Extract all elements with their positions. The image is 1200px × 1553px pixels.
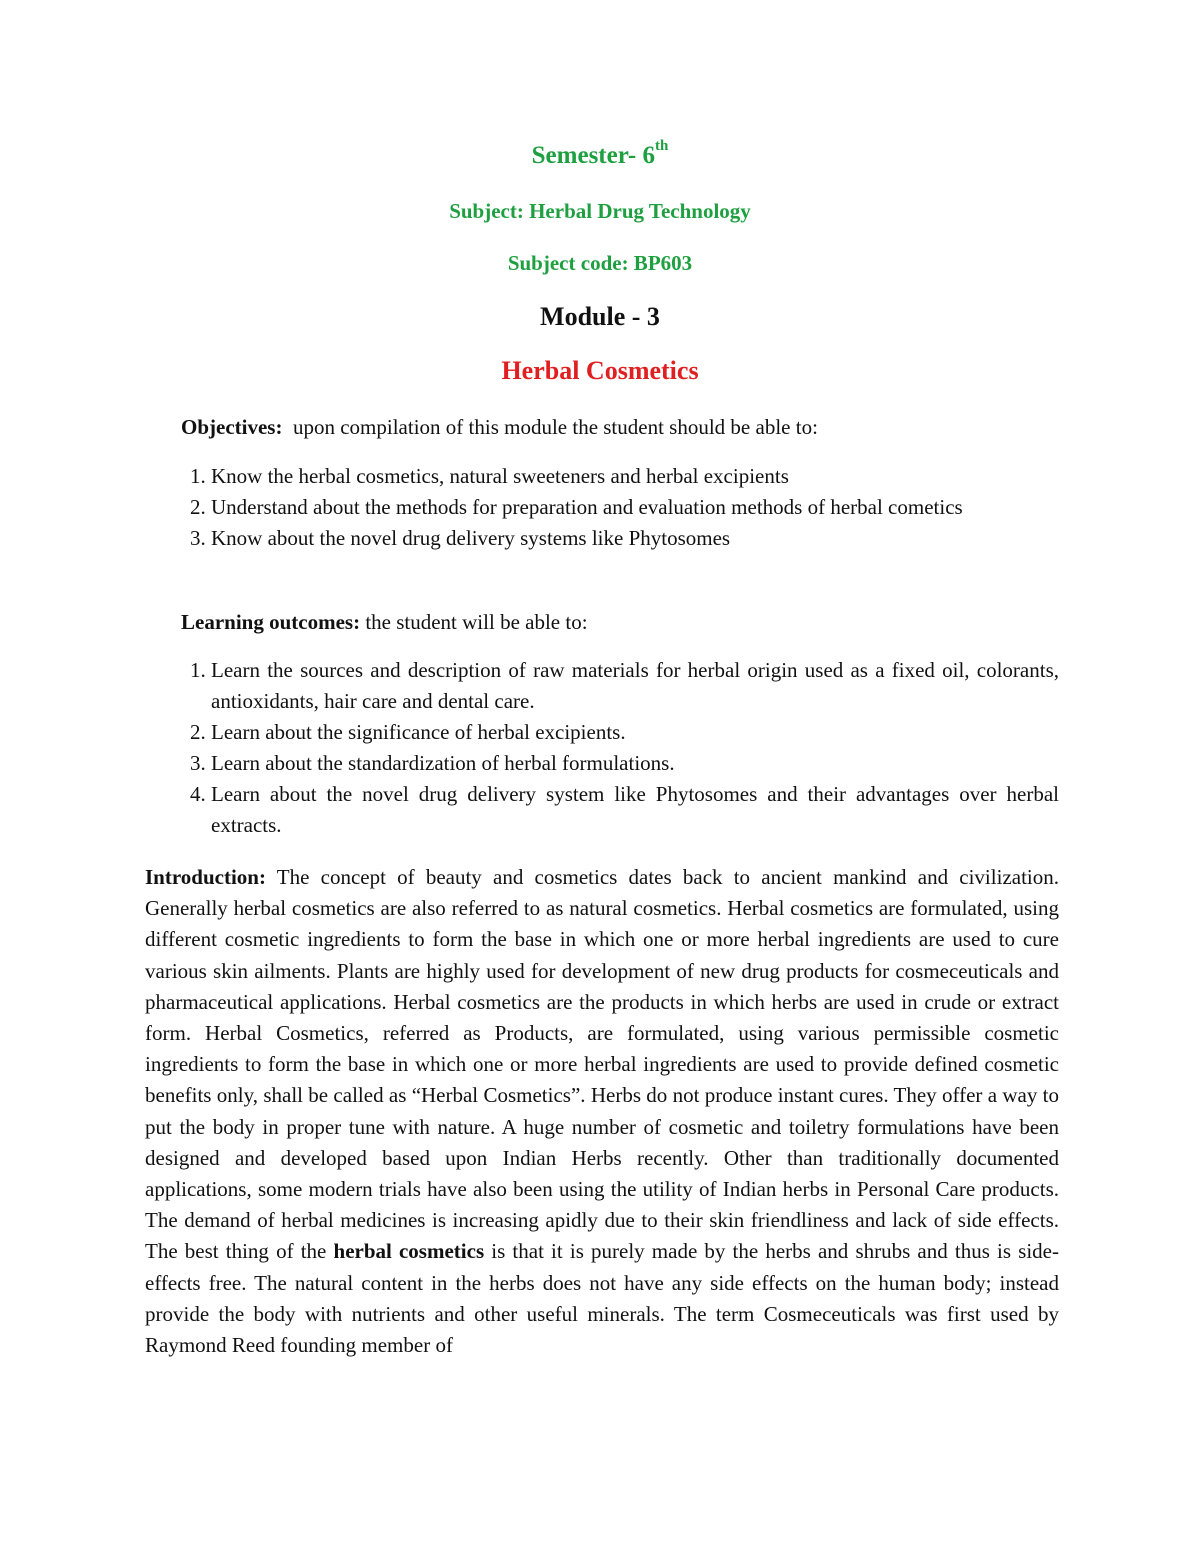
objectives-label: Objectives:: [181, 415, 283, 439]
introduction-text-part2: is that it is purely made by the herbs and shrubs and thus is side-effects free. The natural content in the herbs does not have any side effects on the human body; instead provide the body with nutrients and other useful minerals. The term Cosmeceuticals was first used by Raymond Reed founding member of: [145, 1239, 1059, 1358]
objectives-text: upon compilation of this module the student should be able to:: [282, 415, 818, 439]
list-item: 3. Know about the novel drug delivery systems like Phytosomes: [211, 523, 1059, 554]
subject-heading: Subject: Herbal Drug Technology: [449, 199, 751, 223]
module-heading: Module - 3: [540, 302, 660, 331]
list-item: 3. Learn about the standardization of herbal formulations.: [211, 748, 1059, 779]
subject-code-heading: Subject code: BP603: [507, 251, 693, 275]
introduction-text-part1: The concept of beauty and cosmetics dates back to ancient mankind and civilization. Generally herbal cosmetics are also referred to as natural cosmetics. Herbal cosmetics are formulated, using different cosmetic ingredients to form the base in which one or more herbal ingredients are used to cure various skin ailments. Plants are highly used for development of new drug products for cosmeceuticals and pharmaceutical applications. Herbal cosmetics are the products in which herbs are used in crude or extract form. Herbal Cosmetics, referred as Products, are formulated, using various permissible cosmetic ingredients to form the base in which one or more herbal ingredients are used to provide defined cosmetic benefits only, shall be called as “Herbal Cosmetics”. Herbs do not produce instant cures. They offer a way to put the body in proper tune with nature. A huge number of cosmetic and toiletry formulations have been designed and developed based upon Indian Herbs recently. Other than traditionally documented applications, some modern trials have also been using the utility of Indian herbs in Personal Care products. The demand of herbal medicines is increasing apidly due to their skin friendliness and lack of side effects. The best thing of the: [145, 865, 1059, 1264]
learning-outcomes-label: Learning outcomes:: [181, 610, 361, 634]
list-item: 2. Learn about the significance of herbal excipients.: [211, 717, 1059, 748]
list-item: 4. Learn about the novel drug delivery system like Phytosomes and their advantages over herbal extracts.: [211, 779, 1059, 841]
semester-superscript: th: [654, 138, 669, 154]
semester-text: Semester- 6: [531, 142, 655, 169]
learning-outcomes-list: [166, 655, 1059, 841]
list-item: 1. Learn the sources and description of raw materials for herbal origin used as a fixed oil, colorants, antioxidants, hair care and dental care.: [211, 655, 1059, 717]
learning-outcomes-intro: [181, 607, 1059, 638]
introduction-paragraph: [145, 862, 1059, 1361]
objectives-intro: [181, 412, 1059, 443]
introduction-bold-term: herbal cosmetics: [333, 1239, 485, 1264]
introduction-label: Introduction:: [145, 865, 266, 889]
list-item: 2. Understand about the methods for preparation and evaluation methods of herbal cometics: [211, 492, 1059, 523]
learning-outcomes-text: the student will be able to:: [360, 610, 588, 634]
module-title: Herbal Cosmetics: [501, 356, 699, 385]
objectives-list: [166, 461, 1059, 554]
semester-heading: [0, 138, 1200, 170]
list-item: 1. Know the herbal cosmetics, natural sweeteners and herbal excipients: [211, 461, 1059, 492]
